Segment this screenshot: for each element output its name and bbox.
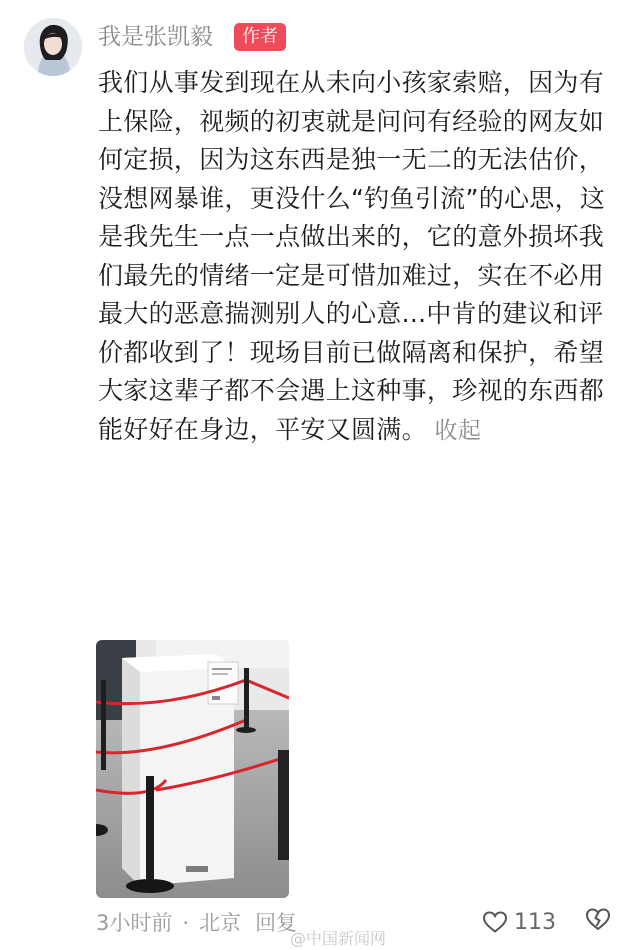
- collapse-label: 收起: [434, 417, 482, 444]
- broken-heart-icon: [584, 906, 612, 932]
- photo-illustration: [96, 640, 289, 898]
- heart-outline-icon: [482, 910, 508, 934]
- dislike-button[interactable]: [584, 906, 612, 936]
- username[interactable]: 我是张凯毅: [98, 24, 213, 50]
- watermark: @中国新闻网: [290, 929, 387, 948]
- comment-location: 北京: [199, 911, 242, 935]
- comment-meta: [96, 908, 297, 938]
- comment-time: 3小时前: [96, 911, 173, 935]
- collapse-button[interactable]: [427, 418, 481, 444]
- like-count: 113: [514, 909, 556, 935]
- comment-photo[interactable]: [96, 640, 289, 898]
- avatar-image: [24, 18, 82, 76]
- comment-text: [98, 64, 618, 450]
- like-button[interactable]: [482, 906, 556, 938]
- meta-separator: ·: [182, 911, 190, 935]
- reply-button[interactable]: 回复: [255, 911, 298, 935]
- comment-body: 我们从事发到现在从未向小孩家索赔，因为有上保险，视频的初衷就是问问有经验的网友如何定损，因为这东西是独一无二的无法估价，没想网暴谁，更没什么“钓鱼引流”的心思，这是我先生一点一点做出来的，它的意外损坏我们最先的情绪一定是可惜加难过，实在不必用最大的恶意揣测别人的心意...中肯的建议和评价都收到了！现场目前已做隔离和保护，希望大家这辈子都不会遇上这种事，珍视的东西都能好好在身边，平安又圆满。: [98, 68, 606, 444]
- avatar[interactable]: [24, 18, 82, 76]
- author-badge: 作者: [234, 23, 286, 51]
